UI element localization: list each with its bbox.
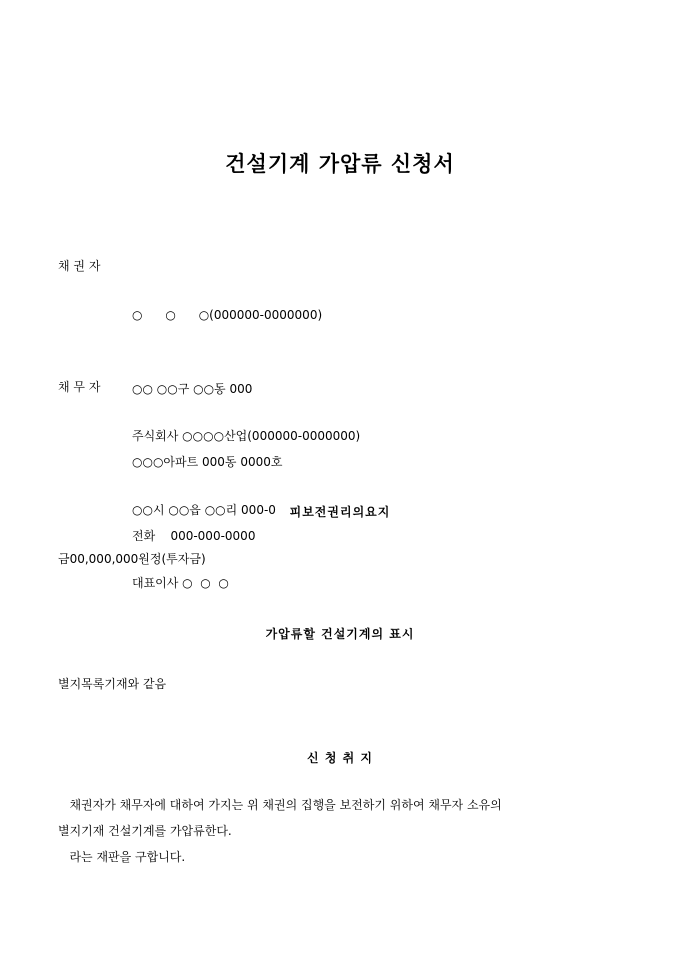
creditor-address-line-1: ○○ ○○구 ○○동 000 — [132, 381, 253, 396]
equipment-heading: 가압류할 건설기계의 표시 — [265, 627, 415, 641]
creditor-address-line-2: ○○○아파트 000동 0000호 — [132, 455, 283, 469]
creditor-label: 채 권 자 — [58, 259, 101, 273]
claim-heading: 피보전권리의요지 — [289, 505, 391, 519]
debtor-label: 채 무 자 — [58, 380, 101, 394]
creditor-phone: 전화 000-000-0000 — [132, 528, 256, 543]
purpose-line: 라는 재판을 구합니다. — [58, 850, 186, 864]
claim-amount: 금00,000,000원정(투자금) — [58, 552, 206, 566]
debtor-representative: 대표이사 ○ ○ ○ — [132, 576, 229, 590]
creditor-name: ○ ○ ○(000000-0000000) — [132, 308, 323, 322]
equipment-description: 별지목록기재와 같음 — [58, 677, 167, 691]
purpose-heading: 신 청 취 지 — [307, 751, 373, 765]
purpose-line: 채권자가 채무자에 대하여 가지는 위 채권의 집행을 보전하기 위하여 채무자 소유의 — [58, 798, 502, 812]
purpose-line: 별지기재 건설기계를 가압류한다. — [58, 824, 232, 838]
purpose-paragraph — [58, 792, 628, 870]
debtor-name: 주식회사 ○○○○산업(000000-0000000) — [132, 429, 361, 443]
debtor-address: ○○시 ○○읍 ○○리 000-0 — [132, 502, 276, 517]
document-title: 건설기계 가압류 신청서 — [225, 151, 455, 176]
